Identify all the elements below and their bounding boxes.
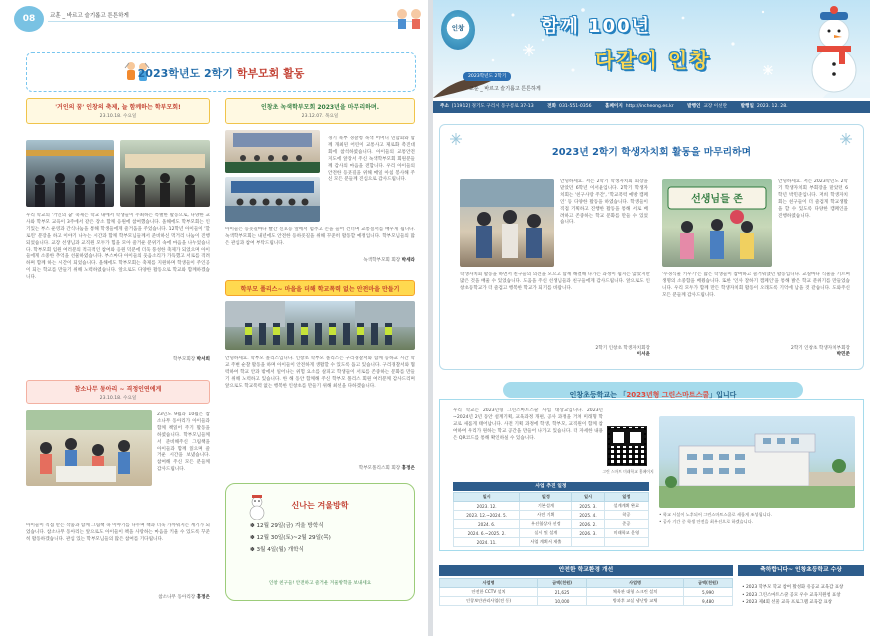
green-title-highlight: 2023년형 그린스마트스쿨 [626,391,710,399]
safety-cell: 방과후 교실 냉난방 교체 [587,597,684,606]
volume-badge: 2023학년도 2학기 [463,72,511,81]
schedule-row [454,502,649,511]
info-homepage [605,104,680,109]
village-article-author [26,356,210,362]
student-council-box [439,124,864,370]
vacation-item-text: 12월 30일(토)~2월 29일(목) [256,535,331,541]
info-date-key: 발행일 [740,104,754,109]
pinetree-article-body-bottom: 아이들이 직접 만든 작품과 함께 그림책 속 이야기를 나누며 책과 더욱 가까워지는 계기가 되었습니다. 참소나무 동아리는 앞으로도 아이들이 책을 사랑하는 마음을 키울 수 있도록 꾸준히 활동하겠습니다. 관심 있는 학부모님들의 많은 참여를 기다립니다. [26,523,210,542]
schedule-header-row [454,493,649,502]
pinetree-author-role: 참소나무 동아리장 [158,595,196,600]
school-building-icon [659,416,855,508]
schedule-cell: 실시 및 설계 [520,529,572,538]
schedule-cell [572,538,604,547]
library-article-author [225,257,415,263]
schedule-cell: 2024. 6.~2025. 2. [454,529,520,538]
council-col1-author [460,345,650,357]
green-note-text: 공사 기간 중 학생 안전을 최우선으로 하겠습니다. [662,518,754,524]
library-article-title-box [225,98,415,124]
council-col2-author [662,345,850,357]
award-item-text: 2023 학부모 학교 참여 활성화 유공교 교육감 표창 [746,585,844,590]
village-article-title: '거인의 꿈' 인창의 축제, 늘 함께하는 학부모회! [55,104,181,111]
green-school-title-bar [503,382,803,398]
schedule-cell: 2023. 12.~2024. 5. [454,511,520,520]
vacation-item-text: 12월 29일(금) 겨울 방학식 [256,523,324,529]
newsletter-title-line1: 함께 100년 [541,16,652,37]
info-date [741,104,794,109]
schedule-row [454,511,649,520]
main-title-box [26,52,416,92]
schedule-cell: 2025. 3. [572,502,604,511]
police-group-photo [225,301,415,350]
info-publisher-value: 교장 이선란 [703,104,728,109]
info-date-value: 2023. 12. 28. [756,104,788,109]
main-title-year: 2023학년도 2학기 [137,67,233,80]
pinetree-article-body-right: 23년도 9월과 10월은 참소나무 동아리가 아이들과 함께 책읽어 주기 활동을 하였습니다. 학부모님들께서 준비해주신 그림책을 아이들과 함께 읽으며 즐거운 시간을 보냈습니다. 참여해 주신 모든 분들께 감사드립니다. [157,412,210,473]
schedule-header: 일시 [572,493,604,502]
safety-cell: 체육관 대형 스크린 설치 [587,588,684,597]
future-school-rendering [659,416,855,508]
green-school-body: 우리 학교는 2023년형 그린스마트스쿨 사업 대상교입니다. 2023년~2024년 2년 동안 설계기획, 교육과정 개편, 공사 과정을 거쳐 미래형 학교로 새롭게 태어납니다. 사전 기획 과정에 학생, 학부모, 교직원이 함께 참여하여 우리가 원하는 학교 공간을 만들어 나가고 있습니다. 더 자세한 내용은 QR코드를 통해 확인하실 수 있습니다. [453,408,603,441]
security-article-body: 안녕하세요. 학부모 폴리스입니다. 인창초 학부모 폴리스는 구리경찰서와 함께 등하교 시간 학교 주변 순찰 활동을 하며 아이들이 안전하게 생활할 수 있도록 돕고 있습니다. 구리경찰서와 협력하여 학교 안과 밖에서 일어나는 위험 요소를 살피고 학생들이 서로를 존중하는 문화를 만들기 위해 노력하고 있습니다. 한 해 동안 함께해 주신 학부모 폴리스 회원 여러분께 감사드리며 앞으로도 학교폭력 없는 행복한 인창초를 만들기 위해 최선을 다하겠습니다. [225,356,415,389]
left-page [0,0,428,636]
security-article-title: 학부모 폴리스~ 마을을 더해 학교폭력 없는 안전마을 만들기 [240,286,400,293]
safety-header: 사업명 [440,579,538,588]
pinetree-article-author [26,594,210,600]
qr-code-icon[interactable] [607,426,647,466]
library-article-body-right: 경기 북부 경찰청 녹색 어머니 연합회와 함께 개최된 어린이 교통사고 제로화 촉진대회에 참석하였습니다. 아이들의 교통안전 지도에 앞장서 주신 녹색학부모회 회원분들께 감사의 마음을 전합니다. 우리 아이들의 안전한 등굣길을 위해 매일 아침 봉사해 주신 모든 분들께 진심으로 감사드립니다. [328,136,415,183]
info-homepage-value: http://incheong.es.kr [625,104,674,109]
schedule-body [454,502,649,547]
student-council-title: 2023년 2학기 학생자치회 활동을 마무리하며 [551,147,752,158]
kids-illustration-icon [392,2,426,32]
council-col1-author-name: 이서윤 [636,352,650,357]
safety-header: 금액(천원) [538,579,587,588]
village-article-body: 우리 학교의 '거인의 꿈' 축제는 학교 내에서 학생들이 주최하는 특별한 활동으로, 다양한 교사와 학부모 교육이 3주에서 같은 장소 함께 응원에 참여했습니다. 올해에도 학부모회는 인기있는 부스 운영과 간식나눔을 통해 학생들에게 즐거움을 주었습니다. 12학년 아이들이 '할로윈' 분장을 하고 이야기 나누는 시간과 함께 학부모님들께서 준비하신 먹거리 나눔이 진행되었습니다. 교장 선생님과 교직원 모두가 힘을 모아 즐거운 분위기 속에 마음을 나누었습니다. 학부모회 임원 여러분의 적극적인 참여와 응원 덕분에 더욱 풍성한 축제가 되었으며 아이들에게 소중한 추억을 선물하였습니다. 부스마다 아이들의 웃음소리가 가득했고 서로를 격려하며 함께 하는 시간이 되었습니다. 올해에도 학부모회는 축제를 지원하며 학생들이 주인공이 되는 학교를 만들기 위해 노력하였습니다. 앞으로도 다양한 활동으로 학교와 함께하겠습니다. [26,213,210,281]
library-article-title: 인창초 녹색학부모회 2023년을 마무리하며. [261,104,379,111]
library-article-body-bottom: 아이들은 등굣길마다 빨간 신호등 앞에서 멈추고 손을 들어 건너며 교통질서를 배우게 됩니다. 녹색학부모회는 내년에도 안전한 등하굣길을 위해 꾸준히 활동할 예정입니다. 학부모님들의 많은 관심과 참여 부탁드립니다. [225,227,415,246]
schedule-cell: 미래학교 운영 [604,529,648,538]
pinetree-article-title: 참소나무 동아리 ~ 격정인연에게 [74,386,162,393]
students-garden-icon [662,179,772,267]
schedule-cell: 착공 [604,511,648,520]
library-article-date: 23.12.07. 목요일 [301,114,339,119]
council-col2-body: 안녕하세요. 저는 2023학년도 2학기 학생자치회 부회장을 맡았던 6학년 박민준입니다. 저희 학생자치회는 친구들이 더 즐겁게 학교생활을 할 수 있도록 다양한 캠페인을 진행하였습니다. [778,179,848,219]
security-author-role: 학부모폴리스회 회장 [358,466,401,471]
council-banner-text: 선생님들 존 [691,194,743,205]
school-logo [441,10,475,50]
info-homepage-key: 홈페이지 [605,104,623,109]
schedule-row [454,538,649,547]
safety-body [440,588,733,606]
traffic-meeting-photo-1 [225,130,320,173]
right-page [433,0,870,636]
council-photo-2 [662,179,772,267]
vacation-item: ✽ 12월 30일(토)~2월 29일(목) [250,535,331,541]
schedule-row [454,529,649,538]
info-phone-key: 전화 [547,104,557,109]
children-reading-icon [26,410,152,486]
safety-env-title: 안전한 학교환경 개선 [439,565,733,576]
schedule-cell: 사업 계획서 제출 [520,538,572,547]
schedule-table [453,492,649,547]
green-school-notes [659,512,855,525]
schedule-cell: 기본설계 [520,502,572,511]
info-address-value: [11912] 경기도 구리시 동구릉로 37-13 [451,104,534,109]
winter-vacation-footer: 인창 친구들! 안전하고 즐거운 겨울방학을 보내세요 [268,581,372,586]
award-item: • 2023 학부모 학교 참여 활성화 유공교 교육감 표창 [742,585,844,590]
schedule-cell: 2024. 11. [454,538,520,547]
council-col2-author-name: 박민준 [836,352,850,357]
schedule-header: 일정 [604,493,648,502]
awards-title: 축하합니다~ 인창초등학교 수상 [738,565,864,576]
info-address-key: 주소 [440,104,449,109]
council-col1-bottom: 학생자치회 활동을 하면서 친구들의 의견을 모으고 함께 해결해 나가는 과정이 쉽지는 않았지만 많은 것을 배울 수 있었습니다. 도움을 주신 선생님들과 친구들에게 감사드립니다. 앞으로도 인창초등학교가 더 즐겁고 행복한 학교가 되기를 바랍니다. [460,272,650,291]
schedule-cell: 2026. 2. [572,520,604,529]
security-author-name: 홍정은 [401,466,415,471]
council-col1-author-role: 2학기 인창초 학생자치회장 [595,346,650,351]
vacation-item-text: 3월 4일(월) 개학식 [256,547,304,553]
page-number: 08 [22,14,36,24]
schedule-title: 사업 추진 일정 [453,482,649,491]
green-note-text: 학교 시설이 노후되어 그린스마트스쿨로 새롭게 조성됩니다. [662,512,772,517]
safety-cell: 10,000 [538,597,587,606]
security-article-title-box [225,280,415,296]
schedule-cell: 2023. 12. [454,502,520,511]
safety-cell: 안전한 CCTV 설치 [440,588,538,597]
safety-cell: 9,480 [683,597,732,606]
safety-header-row [440,579,733,588]
village-article-title-box [26,98,210,124]
main-title-highlight: 학부모회 활동 [236,67,305,80]
school-logo-text: 인창 [451,24,465,32]
award-item-text: 2023 그린스마트스쿨 공모 우수 교육지원청 표창 [746,592,841,598]
safety-cell: 21,625 [538,588,587,597]
schedule-cell: 2026. 3. [572,529,604,538]
safety-cell: 5,990 [683,588,732,597]
winter-vacation-box [225,483,415,601]
village-author-role: 학부모회장 [173,357,196,362]
green-note: • 학교 시설이 노후되어 그린스마트스쿨로 새롭게 조성됩니다. [659,512,772,517]
winter-vacation-list [250,520,400,556]
info-phone-value: 031-551-0356 [559,104,592,109]
festival-photo-1 [26,140,114,207]
schedule-cell [604,538,648,547]
assembly-icon [225,130,320,173]
schedule-cell: 준공 [604,520,648,529]
students-campaign-icon [460,179,554,267]
council-col2-bottom: '수경식물 키우기'는 많은 학생들이 참여하고 즐거워했던 활동입니다. 교실마다 식물을 기르며 생명의 소중함을 배웠습니다. 또한 '인사 잘하기 캠페인'을 통해 밝은 학교 분위기를 만들었습니다. 우리 모두가 함께 만든 학생자치회 활동이 오래도록 기억에 남을 것 같습니다. 도와주신 모든 분들께 감사드립니다. [662,272,850,298]
festival-photo-2 [120,140,210,207]
winter-vacation-title: 신나는 겨울방학 [291,501,349,510]
library-author-role: 녹색학부모회 회장 [363,258,401,263]
main-title [27,65,415,81]
festival-booth-icon [120,140,210,207]
pinetree-article-date: 23.10.18. 수요일 [99,396,137,401]
safety-cell: 인창보안관리사업(전 동) [440,597,538,606]
council-col1-body: 안녕하세요. 저는 2학기 학생자치회 회장을 맡았던 6학년 이서윤입니다. 2학기 학생자치회는 '친구사랑 주간', '학교폭력 예방 캠페인' 등 다양한 활동을 하였습니다. 학생들이 직접 기획하고 진행한 활동을 통해 서로 배려하고 존중하는 학교 문화를 만들 수 있었습니다. [560,179,648,226]
left-header-motto: 교훈 _ 바르고 슬기롭고 튼튼하게 [50,13,129,19]
green-school-title [570,391,737,399]
council-col2-author-role: 2학기 인창초 학생자치부회장 [790,346,850,351]
green-title-post: 」입니다 [709,391,737,399]
vacation-item: ✽ 3월 4일(월) 개학식 [250,547,304,553]
vacation-item: ✽ 12월 29일(금) 겨울 방학식 [250,523,324,529]
pinetree-article-title-box [26,380,210,404]
qr-caption: 그린 스마트 미래학교 홈페이지 [602,469,654,474]
police-group-icon [225,301,415,350]
safety-header: 사업명 [587,579,684,588]
green-title-pre: 인창초등학교는 「 [569,391,627,399]
traffic-meeting-photo-2 [225,177,320,222]
schedule-header: 일시 [454,493,520,502]
schedule-cell: 설계계획 완료 [604,502,648,511]
schedule-cell: 2024. 6. [454,520,520,529]
village-author-name: 박서희 [196,357,210,362]
schedule-cell: 2025. 4. [572,511,604,520]
newsletter-title-line2: 다같이 인창 [595,48,711,72]
page-number-badge [14,6,44,32]
green-note: • 공사 기간 중 학생 안전을 최우선으로 하겠습니다. [659,518,754,524]
info-phone [547,104,597,109]
award-item-text: 2023 제4회 선물 교육 프로그램 교육감 표창 [746,600,832,605]
schedule-cell: 우선협상자 선정 [520,520,572,529]
publication-info-bar [433,101,870,113]
council-photo-1 [460,179,554,267]
schedule-header: 일정 [520,493,572,502]
info-publisher [687,104,733,109]
safety-row [440,597,733,606]
schedule-cell: 사전 기획 [520,511,572,520]
safety-row [440,588,733,597]
library-author-name: 박세라 [401,258,415,263]
pinetree-author-name: 홍정은 [196,595,210,600]
security-article-author [225,465,415,471]
info-address [440,104,540,109]
reading-club-photo [26,410,152,486]
village-article-date: 23.10.18. 수요일 [99,114,137,119]
group-photo-icon [225,177,320,222]
right-motto: 교훈 _ 바르고 슬기롭고 튼튼하게 [469,86,541,92]
award-item: • 2023 제4회 선물 교육 프로그램 교육감 표창 [742,600,832,605]
snowman-illustration-icon [805,4,863,96]
info-publisher-key: 발행인 [687,104,701,109]
safety-env-table [439,578,733,606]
schedule-row [454,520,649,529]
festival-crowd-icon [26,140,114,207]
awards-list [742,584,864,607]
award-item: • 2023 그린스마트스쿨 공모 우수 교육지원청 표창 [742,592,841,598]
safety-header: 금액(천원) [683,579,732,588]
